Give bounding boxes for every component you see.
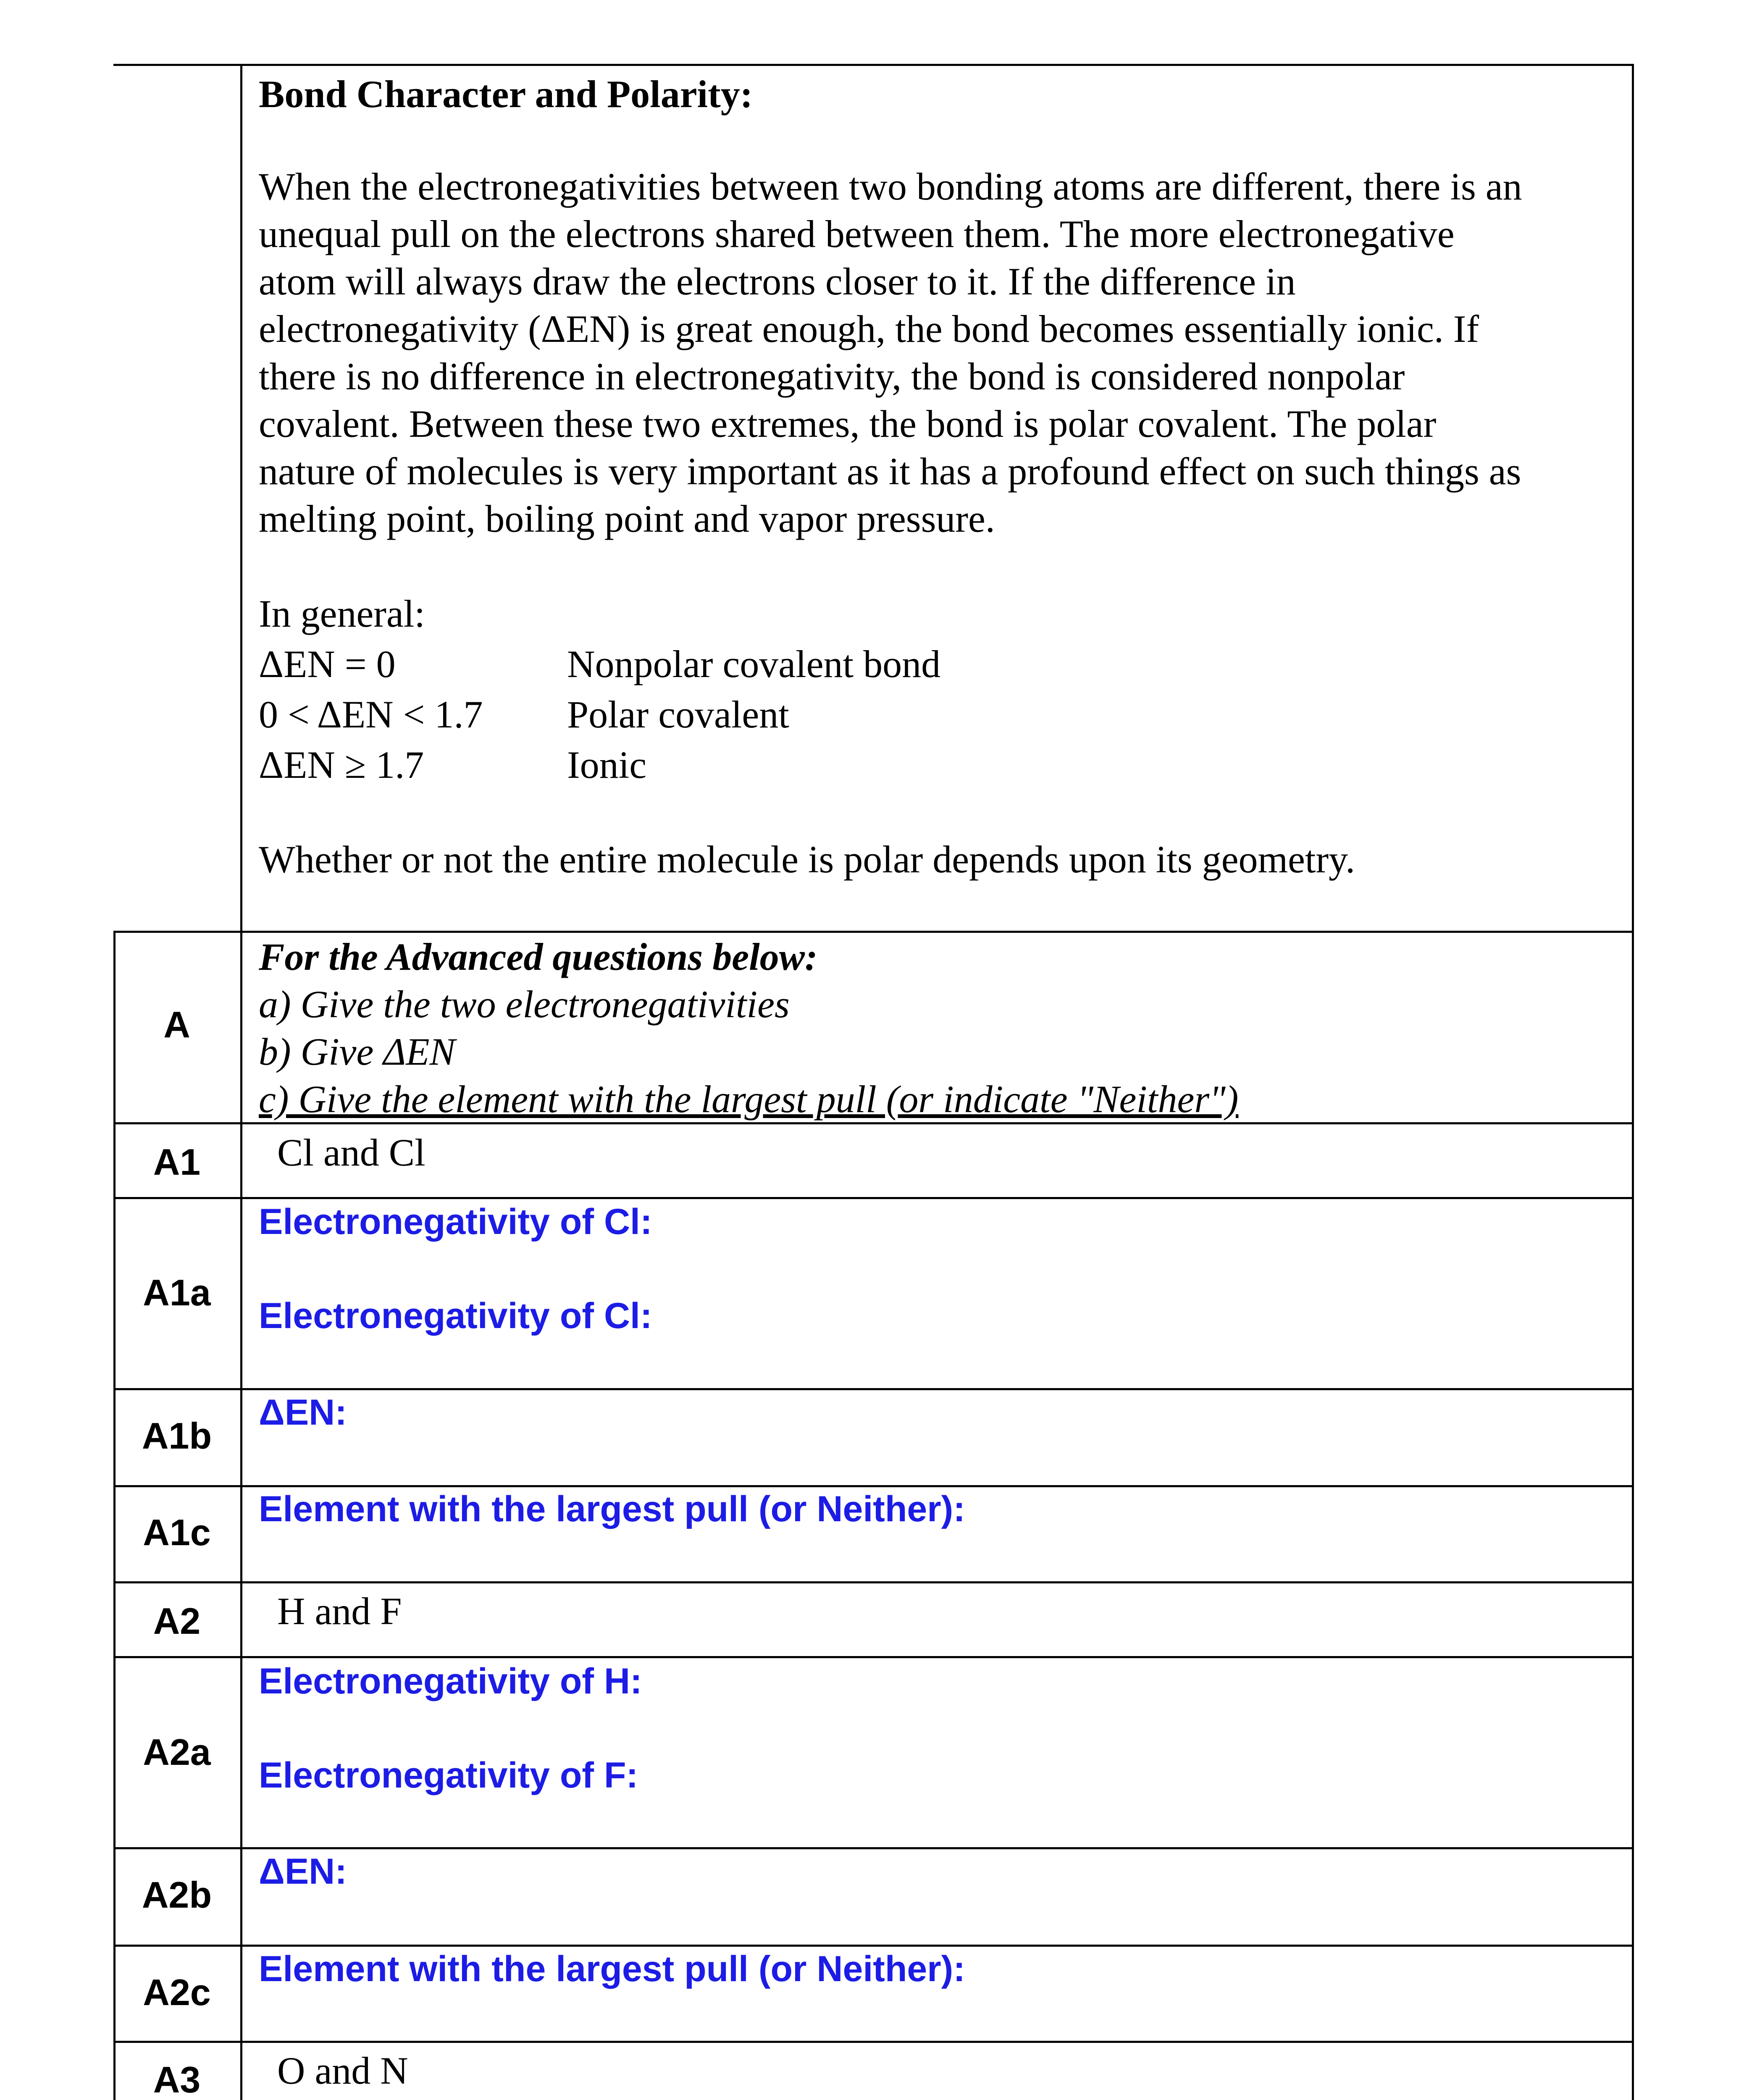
a1a-answer-line-2[interactable]: Electronegativity of Cl: <box>259 1296 652 1336</box>
row-label-a1c: A1c <box>143 1512 211 1553</box>
table-right-border <box>1632 64 1634 2100</box>
a1a-answer-line-1[interactable]: Electronegativity of Cl: <box>259 1202 652 1242</box>
a2a-answer-line-2[interactable]: Electronegativity of F: <box>259 1755 638 1796</box>
rule-condition: ΔEN ≥ 1.7 <box>259 743 424 786</box>
row-divider <box>113 1485 1634 1487</box>
rule-result: Polar covalent <box>567 693 789 736</box>
row-label-a1b: A1b <box>142 1415 212 1457</box>
paragraph-line: unequal pull on the electrons shared between them. The more electronegative <box>259 213 1455 255</box>
row-divider <box>113 1122 1634 1124</box>
a1b-answer[interactable]: ΔEN: <box>259 1392 347 1433</box>
rule-condition: 0 < ΔEN < 1.7 <box>259 693 483 736</box>
row-divider <box>113 1847 1634 1849</box>
rule-condition: ΔEN = 0 <box>259 643 396 685</box>
geometry-note: Whether or not the entire molecule is polar depends upon its geometry. <box>259 838 1355 881</box>
row-label-a2c: A2c <box>143 1971 211 2013</box>
a2b-answer[interactable]: ΔEN: <box>259 1851 347 1892</box>
section-a-item: c) Give the element with the largest pull (or indicate "Neither") <box>259 1078 1239 1121</box>
section-a-heading: For the Advanced questions below: <box>259 935 818 978</box>
section-a-item: b) Give ΔEN <box>259 1030 455 1073</box>
page-title: Bond Character and Polarity: <box>259 73 753 116</box>
a3-prompt: O and N <box>277 2049 408 2092</box>
row-label-a1: A1 <box>153 1141 201 1183</box>
row-divider <box>113 2041 1634 2043</box>
paragraph-line: melting point, boiling point and vapor pressure. <box>259 497 995 540</box>
general-heading: In general: <box>259 592 425 635</box>
paragraph-line: covalent. Between these two extremes, the bond is polar covalent. The polar <box>259 402 1437 445</box>
column-divider <box>240 64 242 2100</box>
row-label-a1a: A1a <box>143 1272 211 1313</box>
row-label-a2: A2 <box>153 1600 201 1642</box>
paragraph-line: atom will always draw the electrons closer to it. If the difference in <box>259 260 1296 303</box>
row-divider <box>113 1388 1634 1390</box>
row-divider <box>113 1945 1634 1947</box>
section-a-item: a) Give the two electronegativities <box>259 983 790 1026</box>
a2a-answer-line-1[interactable]: Electronegativity of H: <box>259 1661 642 1701</box>
rule-result: Ionic <box>567 743 647 786</box>
row-label-a2a: A2a <box>143 1731 211 1773</box>
a2c-answer[interactable]: Element with the largest pull (or Neither): <box>259 1949 965 1989</box>
row-divider <box>113 1656 1634 1658</box>
a2-prompt: H and F <box>277 1590 402 1633</box>
paragraph-line: there is no difference in electronegativity, the bond is considered nonpolar <box>259 355 1405 398</box>
a1c-answer[interactable]: Element with the largest pull (or Neither): <box>259 1489 965 1529</box>
row-label-a2b: A2b <box>142 1874 212 1916</box>
rule-result: Nonpolar covalent bond <box>567 643 941 685</box>
row-label-a3: A3 <box>153 2059 201 2100</box>
paragraph-line: When the electronegativities between two bonding atoms are different, there is an <box>259 165 1522 208</box>
table-top-border <box>113 64 1634 66</box>
row-divider <box>113 931 1634 933</box>
row-label-a: A <box>163 1004 190 1045</box>
paragraph-line: electronegativity (ΔEN) is great enough, the bond becomes essentially ionic. If <box>259 307 1479 350</box>
row-divider <box>113 1197 1634 1199</box>
row-divider <box>113 1581 1634 1583</box>
paragraph-line: nature of molecules is very important as it has a profound effect on such things as <box>259 450 1521 493</box>
a1-prompt: Cl and Cl <box>277 1131 425 1174</box>
